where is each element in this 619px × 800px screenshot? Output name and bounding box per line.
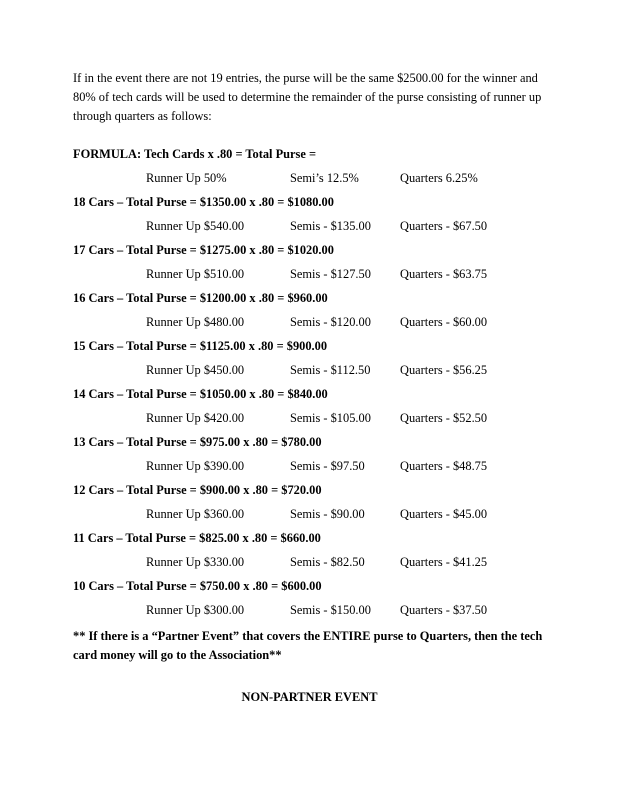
row-quarters: Quarters - $63.75 xyxy=(400,267,488,281)
formula-label: FORMULA: Tech Cards x .80 = Total Purse = xyxy=(73,147,317,161)
formula-semis: Semi’s 12.5% xyxy=(290,171,359,185)
row-runner-up: Runner Up $300.00 xyxy=(146,603,245,617)
row-runner-up: Runner Up $450.00 xyxy=(146,363,245,377)
row-runner-up: Runner Up $480.00 xyxy=(146,315,245,329)
section-title: NON-PARTNER EVENT xyxy=(241,690,378,704)
row-semis: Semis - $135.00 xyxy=(290,219,371,233)
row-quarters: Quarters - $67.50 xyxy=(400,219,488,233)
row-runner-up: Runner Up $360.00 xyxy=(146,507,245,521)
formula-quarters: Quarters 6.25% xyxy=(400,171,478,185)
row-quarters: Quarters - $52.50 xyxy=(400,411,488,425)
row-runner-up: Runner Up $540.00 xyxy=(146,219,245,233)
row-quarters: Quarters - $56.25 xyxy=(400,363,488,377)
row-heading: 10 Cars – Total Purse = $750.00 x .80 = $600.00 xyxy=(73,579,322,593)
row-quarters: Quarters - $37.50 xyxy=(400,603,488,617)
row-semis: Semis - $105.00 xyxy=(290,411,371,425)
intro-paragraph: If in the event there are not 19 entries, the purse will be the same $2500.00 for the winner and 80% of tech cards will be used to determine the remainder of the purse consisting of runner up through quarters as follows: xyxy=(73,71,542,123)
row-semis: Semis - $112.50 xyxy=(290,363,371,377)
row-runner-up: Runner Up $390.00 xyxy=(146,459,245,473)
row-heading: 14 Cars – Total Purse = $1050.00 x .80 = $840.00 xyxy=(73,387,328,401)
row-semis: Semis - $90.00 xyxy=(290,507,365,521)
row-runner-up: Runner Up $420.00 xyxy=(146,411,245,425)
row-quarters: Quarters - $60.00 xyxy=(400,315,488,329)
row-heading: 12 Cars – Total Purse = $900.00 x .80 = $720.00 xyxy=(73,483,322,497)
row-semis: Semis - $82.50 xyxy=(290,555,365,569)
row-semis: Semis - $97.50 xyxy=(290,459,365,473)
partner-note: ** If there is a “Partner Event” that covers the ENTIRE purse to Quarters, then the tech card money will go to the Association** xyxy=(73,629,543,662)
row-heading: 13 Cars – Total Purse = $975.00 x .80 = $780.00 xyxy=(73,435,322,449)
row-heading: 11 Cars – Total Purse = $825.00 x .80 = $660.00 xyxy=(73,531,321,545)
row-runner-up: Runner Up $330.00 xyxy=(146,555,245,569)
row-runner-up: Runner Up $510.00 xyxy=(146,267,245,281)
row-quarters: Quarters - $45.00 xyxy=(400,507,488,521)
row-semis: Semis - $120.00 xyxy=(290,315,371,329)
row-quarters: Quarters - $48.75 xyxy=(400,459,488,473)
row-heading: 15 Cars – Total Purse = $1125.00 x .80 = $900.00 xyxy=(73,339,328,353)
row-heading: 17 Cars – Total Purse = $1275.00 x .80 = $1020.00 xyxy=(73,243,334,257)
row-heading: 16 Cars – Total Purse = $1200.00 x .80 = $960.00 xyxy=(73,291,328,305)
row-semis: Semis - $150.00 xyxy=(290,603,371,617)
row-quarters: Quarters - $41.25 xyxy=(400,555,488,569)
row-heading: 18 Cars – Total Purse = $1350.00 x .80 = $1080.00 xyxy=(73,195,334,209)
row-semis: Semis - $127.50 xyxy=(290,267,371,281)
formula-runner-up: Runner Up 50% xyxy=(146,171,227,185)
